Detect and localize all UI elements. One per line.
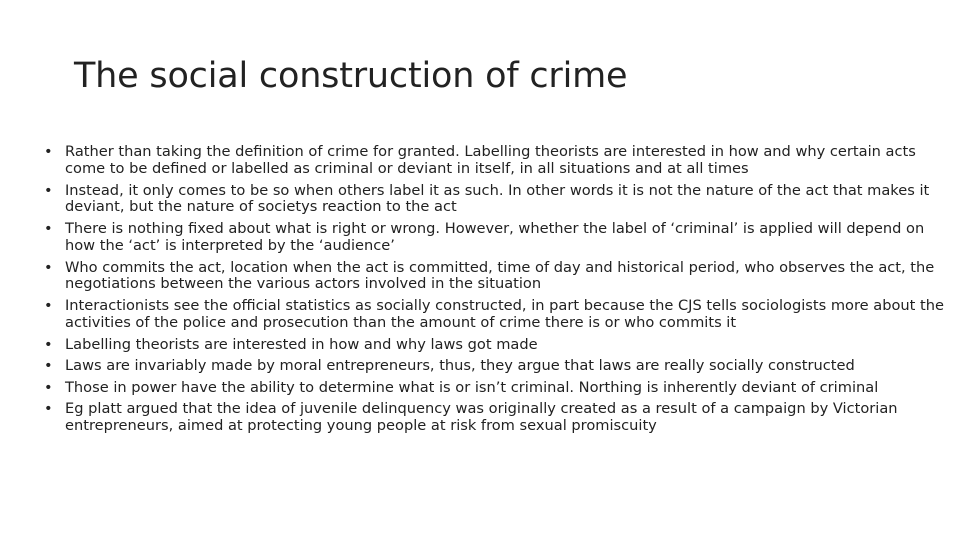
bullet-text: Rather than taking the definition of crime for granted. Labelling theorists are interested in how and why certain acts come to be defined or labelled as criminal or deviant in itself, in all situations and at all times <box>65 143 916 177</box>
bullet-dot: • <box>44 220 53 237</box>
bullet-item <box>44 144 944 178</box>
bullet-text: Laws are invariably made by moral entrepreneurs, thus, they argue that laws are really socially constructed <box>65 357 855 375</box>
bullet-dot: • <box>44 357 53 375</box>
bullet-item <box>44 401 944 435</box>
bullet-dot: • <box>44 335 53 353</box>
bullet-text: Who commits the act, location when the act is committed, time of day and historical period, who observes the act, the negotiations between the various actors involved in the situation <box>65 258 935 293</box>
bullet-text: Those in power have the ability to determine what is or isn’t criminal. Northing is inherently deviant of criminal <box>65 378 879 396</box>
bullet-dot: • <box>44 378 53 396</box>
bullet-list <box>44 144 944 440</box>
bullet-dot: • <box>44 297 53 314</box>
bullet-item <box>44 380 944 397</box>
bullet-item <box>44 337 944 354</box>
bullet-text: Eg platt argued that the idea of juvenile delinquency was originally created as a result of a campaign by Victorian entrepreneurs, aimed at protecting young people at risk from sexual promiscuity <box>65 400 898 435</box>
bullet-item <box>44 183 944 217</box>
bullet-text: Instead, it only comes to be so when others label it as such. In other words it is not the nature of the act that makes it deviant, but the nature of societys reaction to the act <box>65 181 930 216</box>
bullet-dot: • <box>44 258 53 276</box>
bullet-item <box>44 298 944 332</box>
bullet-item <box>44 260 944 294</box>
bullet-dot: • <box>44 181 53 199</box>
bullet-text: There is nothing fixed about what is right or wrong. However, whether the label of ‘criminal’ is applied will depend on how the ‘act’ is interpreted by the ‘audience’ <box>65 220 925 254</box>
bullet-item <box>44 221 944 255</box>
bullet-dot: • <box>44 400 53 418</box>
bullet-text: Labelling theorists are interested in how and why laws got made <box>65 335 538 353</box>
bullet-dot: • <box>44 143 53 160</box>
bullet-item <box>44 358 944 375</box>
bullet-text: Interactionists see the official statistics as socially constructed, in part because the CJS tells sociologists more about the activities of the police and prosecution than the amount of crime there is or who commits it <box>65 297 944 331</box>
slide-title: The social construction of crime <box>74 56 628 96</box>
